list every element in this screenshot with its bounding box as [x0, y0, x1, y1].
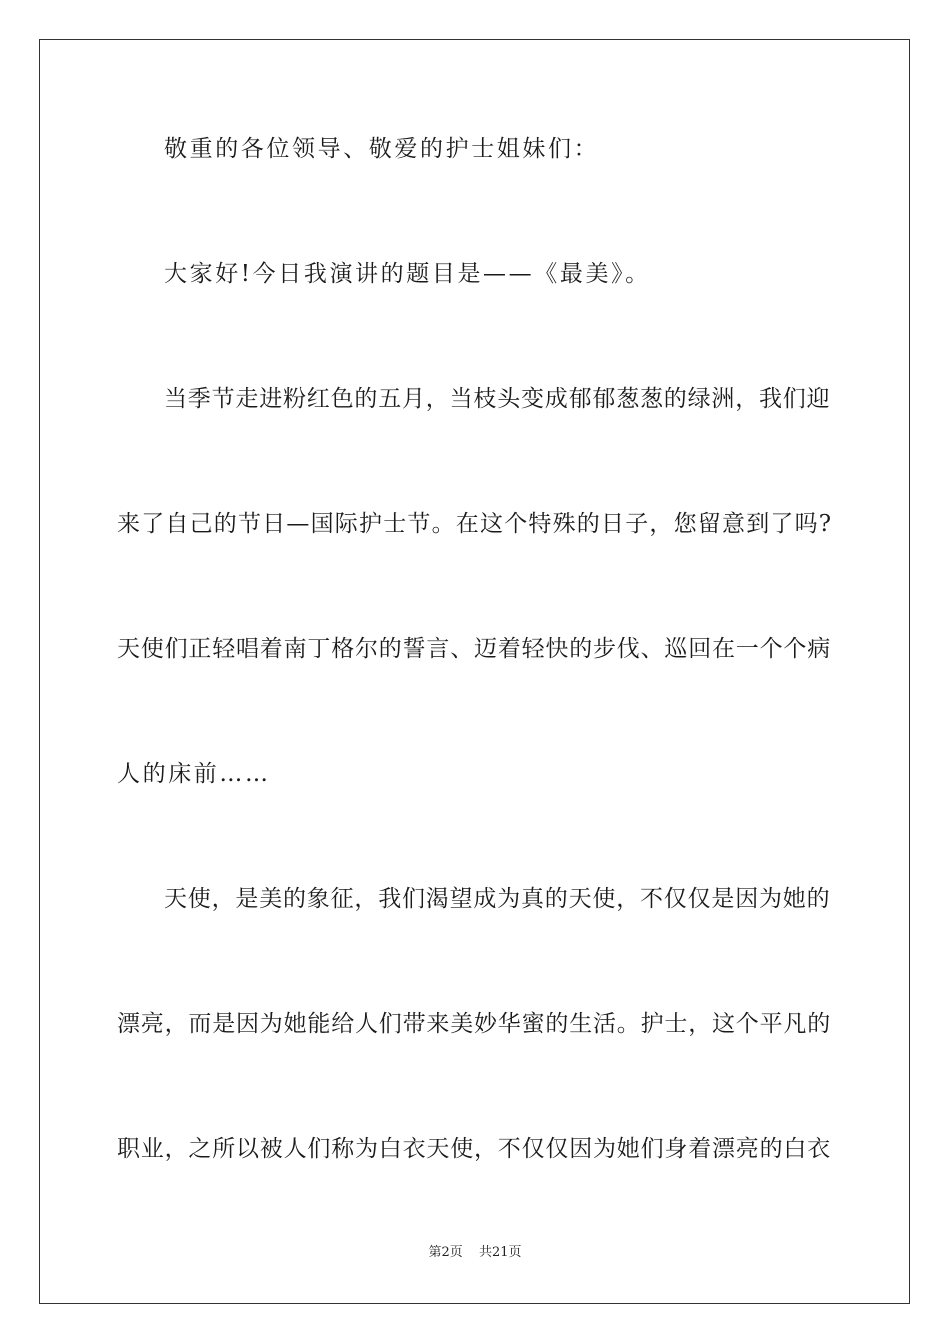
text-line-paragraph-1-line-3: 天使们正轻唱着南丁格尔的誓言、迈着轻快的步伐、巡回在一个个病 [117, 636, 831, 662]
text-line-paragraph-2-line-3: 职业，之所以被人们称为白衣天使，不仅仅因为她们身着漂亮的白衣 [117, 1136, 831, 1162]
page-number: 第2页 [428, 1245, 463, 1260]
text-line-greeting: 大家好!今日我演讲的题目是——《最美》。 [164, 261, 651, 287]
text-line-paragraph-2-line-1: 天使，是美的象征，我们渴望成为真的天使，不仅仅是因为她的 [164, 886, 831, 912]
text-line-paragraph-2-line-2: 漂亮，而是因为她能给人们带来美妙华蜜的生活。护士，这个平凡的 [117, 1011, 831, 1037]
page-footer [0, 1244, 950, 1262]
text-line-paragraph-1-line-4: 人的床前…… [117, 761, 271, 787]
text-line-salutation: 敬重的各位领导、敬爱的护士姐妹们： [164, 136, 600, 162]
page-border [39, 39, 910, 1304]
text-line-paragraph-1-line-1: 当季节走进粉红色的五月，当枝头变成郁郁葱葱的绿洲，我们迎 [164, 386, 831, 412]
page-total: 共21页 [478, 1245, 522, 1260]
text-line-paragraph-1-line-2: 来了自己的节日—国际护士节。在这个特殊的日子，您留意到了吗? [117, 511, 833, 537]
